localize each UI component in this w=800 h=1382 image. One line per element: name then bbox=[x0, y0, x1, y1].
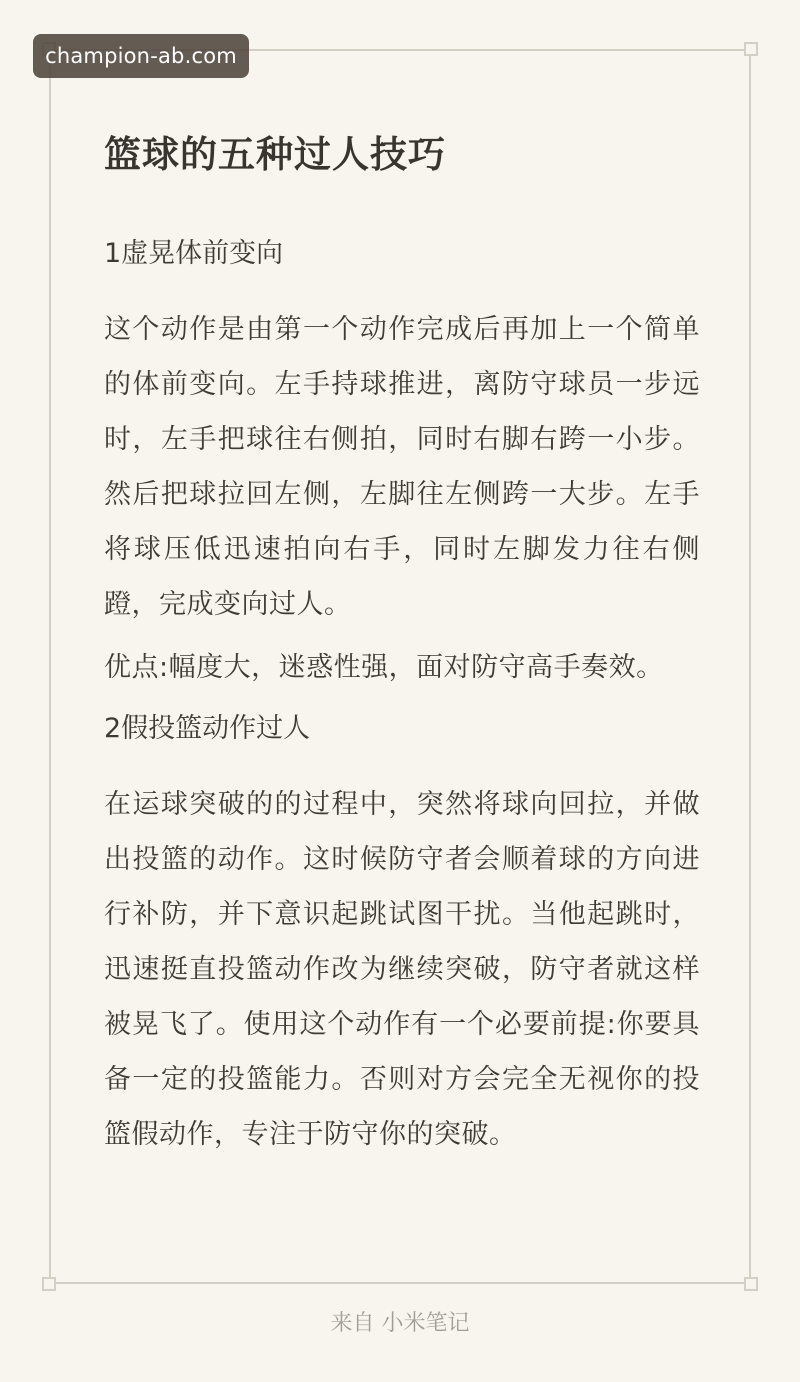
section-paragraph: 在运球突破的的过程中，突然将球向回拉，并做出投篮的动作。这时候防守者会顺着球的方向进行补防，并下意识起跳试图干扰。当他起跳时，迅速挺直投篮动作改为继续突破，防守者就这样被晃飞了。使用这个动作有一个必要前提:你要具备一定的投篮能力。否则对方会完全无视你的投篮假动作，专注于防守你的突破。 bbox=[104, 789, 700, 1150]
note-title: 篮球的五种过人技巧 bbox=[104, 133, 446, 176]
section-paragraph: 这个动作是由第一个动作完成后再加上一个简单的体前变向。左手持球推进，离防守球员一步远时，左手把球往右侧拍，同时右脚右跨一小步。然后把球拉回左侧，左脚往左侧跨一大步。左手将球压低迅速拍向右手，同时左脚发力往右侧蹬，完成变向过人。 bbox=[104, 314, 700, 620]
note-content bbox=[104, 120, 700, 1170]
source-footer: 来自 小米笔记 bbox=[330, 1311, 470, 1336]
watermark-badge: champion-ab.com bbox=[33, 34, 249, 78]
section-paragraph: 优点:幅度大，迷惑性强，面对防守高手奏效。 bbox=[104, 652, 664, 683]
frame-corner-ornament bbox=[744, 42, 758, 56]
section-heading: 2假投篮动作过人 bbox=[104, 713, 311, 744]
frame-corner-ornament bbox=[42, 1277, 56, 1291]
section-heading: 1虚晃体前变向 bbox=[104, 238, 284, 269]
frame-corner-ornament bbox=[744, 1277, 758, 1291]
